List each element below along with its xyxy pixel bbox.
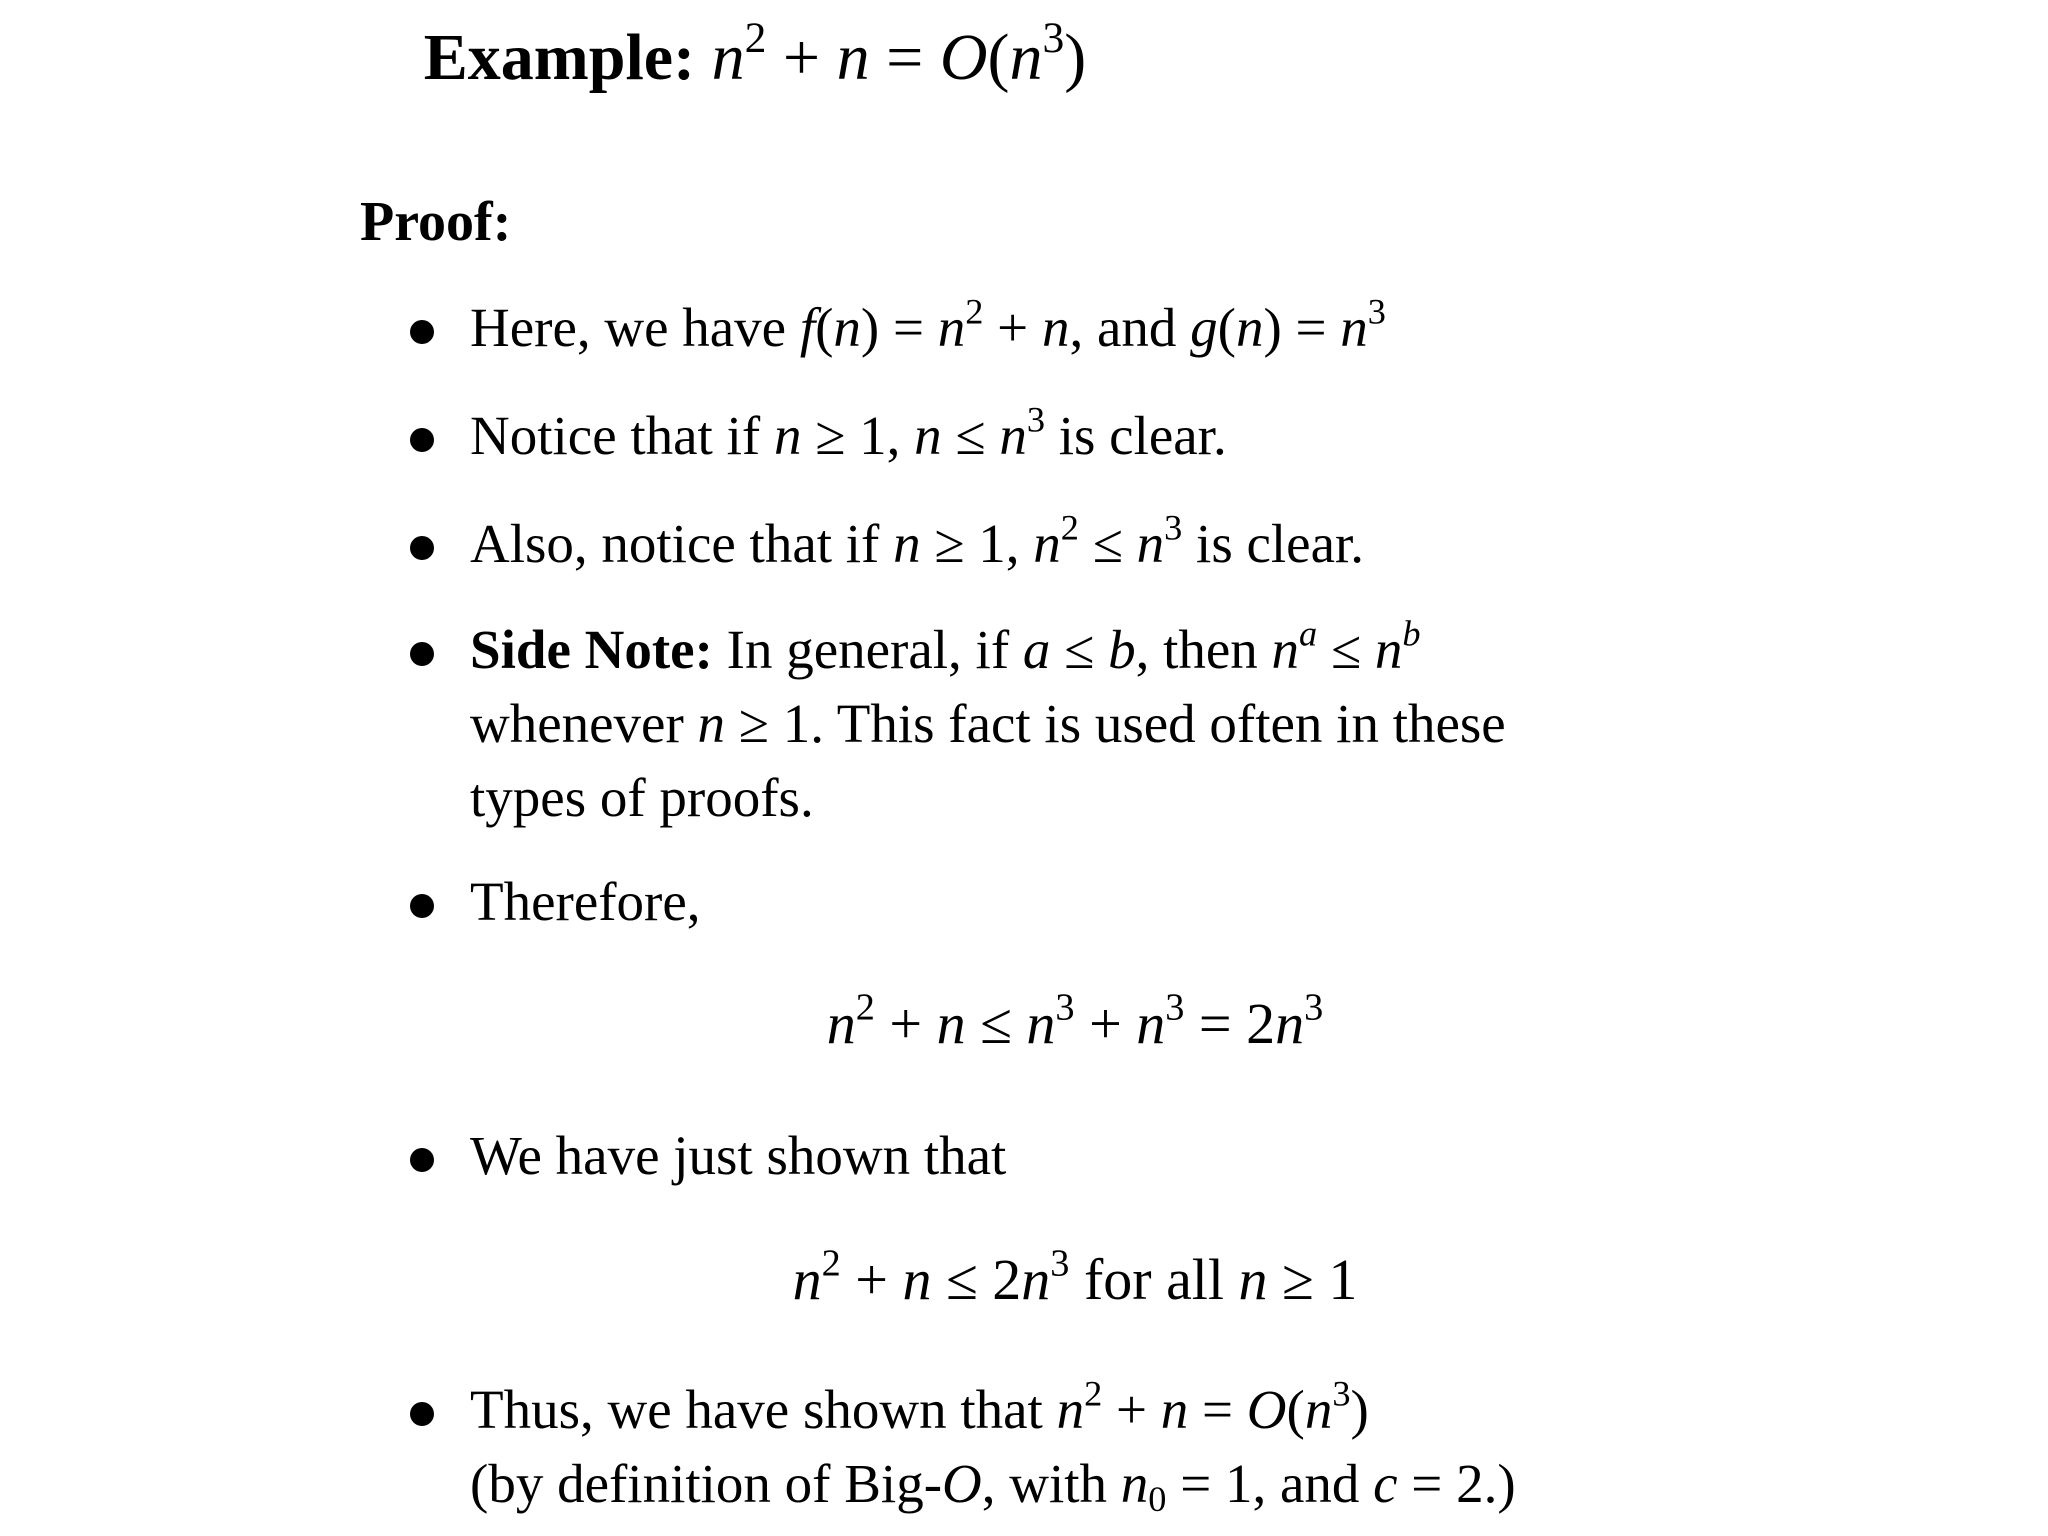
math-exponent: 2 [1084, 1373, 1103, 1414]
bullet-4-line-2 [470, 688, 1506, 760]
text: This fact is used often in these [823, 693, 1506, 754]
math-var: n [1056, 1379, 1085, 1440]
title-paren: ( [987, 21, 1010, 94]
title-exponent: 3 [1042, 14, 1065, 62]
bullet-dot [410, 894, 434, 918]
math-op: ≤ [1317, 619, 1375, 680]
math-op: + [840, 1247, 903, 1312]
math-exponent: 3 [1332, 1373, 1351, 1414]
math-op: ≥ 1 [1267, 1247, 1358, 1312]
math-exponent: 3 [1367, 291, 1386, 332]
math-var: n [1238, 1247, 1268, 1312]
math-exponent: 3 [1026, 399, 1045, 440]
math-op: = 2.) [1397, 1453, 1516, 1514]
math-var: n [1271, 619, 1300, 680]
title-bigo: O [939, 21, 988, 94]
math-exponent: 3 [1050, 1242, 1070, 1285]
text: , then [1135, 619, 1272, 680]
side-note-label: Side Note: [470, 619, 713, 680]
bullet-5-text [470, 866, 701, 938]
bullet-1-text [470, 292, 1386, 364]
math-var: c [1373, 1453, 1398, 1514]
math-var: n [833, 297, 861, 358]
math-op: + [874, 991, 937, 1056]
math-var: n [1160, 1379, 1189, 1440]
text: Thus, we have shown that [470, 1379, 1057, 1440]
bullet-7-line-2 [470, 1448, 1516, 1520]
math-subscript: 0 [1148, 1479, 1167, 1520]
text: Here, we have [470, 297, 800, 358]
math-op: + [983, 297, 1042, 358]
math-bigo: O [1246, 1379, 1287, 1440]
math-op: = [1188, 1379, 1247, 1440]
title-formula [711, 14, 1087, 94]
math-exponent: 3 [1164, 507, 1183, 548]
math-op: ≤ [941, 405, 1000, 466]
bullet-dot [410, 1148, 434, 1172]
math-var: n [1026, 991, 1056, 1056]
math-exponent: a [1299, 613, 1318, 654]
math-var: n [936, 991, 966, 1056]
math-exponent: 2 [855, 986, 875, 1029]
math-var: a [1022, 619, 1051, 680]
math-op: = 1, and [1166, 1453, 1374, 1514]
title-var: n [836, 21, 870, 94]
text: (by definition of Big- [470, 1453, 943, 1514]
math-op: + [1074, 991, 1137, 1056]
text: types of proofs. [470, 767, 814, 828]
bullet-dot [410, 428, 434, 452]
math-var: n [1340, 297, 1368, 358]
math-var: g [1190, 297, 1218, 358]
math-exponent: 3 [1055, 986, 1075, 1029]
math-var: n [937, 297, 966, 358]
math-op: ) = [860, 297, 938, 358]
title-lead: Example: [423, 21, 696, 94]
math-op: ( [815, 297, 834, 358]
math-var: n [1136, 513, 1165, 574]
math-exponent: 3 [1165, 986, 1185, 1029]
math-op: ≤ [965, 991, 1027, 1056]
math-bigo: O [942, 1453, 982, 1514]
slide-title [0, 14, 1510, 98]
math-var: n [1120, 1453, 1149, 1514]
math-var: n [1136, 991, 1166, 1056]
math-op: ( [1286, 1379, 1305, 1440]
text: , with [981, 1453, 1121, 1514]
math-var: n [893, 513, 921, 574]
math-op: ≥ 1, [801, 405, 915, 466]
text: Also, notice that if [470, 513, 894, 574]
math-exponent: 2 [1060, 507, 1079, 548]
math-exponent: 3 [1304, 986, 1324, 1029]
text: In general, if [712, 619, 1023, 680]
bullet-6-text [470, 1120, 1006, 1192]
math-var: n [1374, 619, 1403, 680]
title-paren: ) [1064, 21, 1087, 94]
bullet-dot [410, 642, 434, 666]
math-var: n [1041, 297, 1070, 358]
math-var: n [792, 1247, 822, 1312]
bullet-2-text [470, 400, 1227, 472]
math-exponent: 2 [965, 291, 984, 332]
proof-heading: Proof: [360, 191, 512, 253]
math-op: ≥ 1. [725, 693, 824, 754]
math-var: n [902, 1247, 932, 1312]
bullet-4-line-1 [470, 614, 1421, 686]
math-op: + [1102, 1379, 1161, 1440]
math-var: n [1021, 1247, 1051, 1312]
text: Notice that if [470, 405, 774, 466]
title-var: n [1009, 21, 1043, 94]
math-op: ≤ 2 [931, 1247, 1022, 1312]
text: for all [1069, 1247, 1239, 1312]
display-equation-1 [0, 988, 2048, 1060]
math-op: ) [1350, 1379, 1369, 1440]
math-exponent: 2 [821, 1242, 841, 1285]
text: is clear. [1182, 513, 1365, 574]
math-var: n [1235, 297, 1264, 358]
math-var: b [1108, 619, 1136, 680]
bullet-3-text [470, 508, 1364, 580]
math-op: = 2 [1184, 991, 1276, 1056]
math-var: n [914, 405, 942, 466]
text: We have just shown that [470, 1125, 1007, 1186]
math-var: n [999, 405, 1027, 466]
math-op: ) = [1263, 297, 1341, 358]
math-exponent: b [1402, 613, 1421, 654]
math-var: n [1033, 513, 1061, 574]
bullet-dot [410, 536, 434, 560]
math-var: f [799, 297, 816, 358]
text: , and [1069, 297, 1191, 358]
title-operator: = [869, 21, 940, 94]
math-op: ≤ [1078, 513, 1137, 574]
bullet-7-line-1 [470, 1374, 1369, 1446]
text: whenever [470, 693, 698, 754]
title-var: n [711, 21, 745, 94]
text: Therefore, [470, 871, 701, 932]
math-op: ≥ 1, [920, 513, 1034, 574]
title-exponent: 2 [744, 14, 767, 62]
math-var: n [1275, 991, 1305, 1056]
bullet-4-line-3 [470, 762, 814, 834]
math-var: n [826, 991, 856, 1056]
math-var: n [697, 693, 726, 754]
math-var: n [1304, 1379, 1333, 1440]
math-var: n [773, 405, 802, 466]
math-op: ( [1217, 297, 1236, 358]
title-operator: + [766, 21, 837, 94]
bullet-dot [410, 320, 434, 344]
text: is clear. [1044, 405, 1227, 466]
display-equation-2 [0, 1244, 2048, 1316]
bullet-dot [410, 1402, 434, 1426]
math-op: ≤ [1050, 619, 1109, 680]
